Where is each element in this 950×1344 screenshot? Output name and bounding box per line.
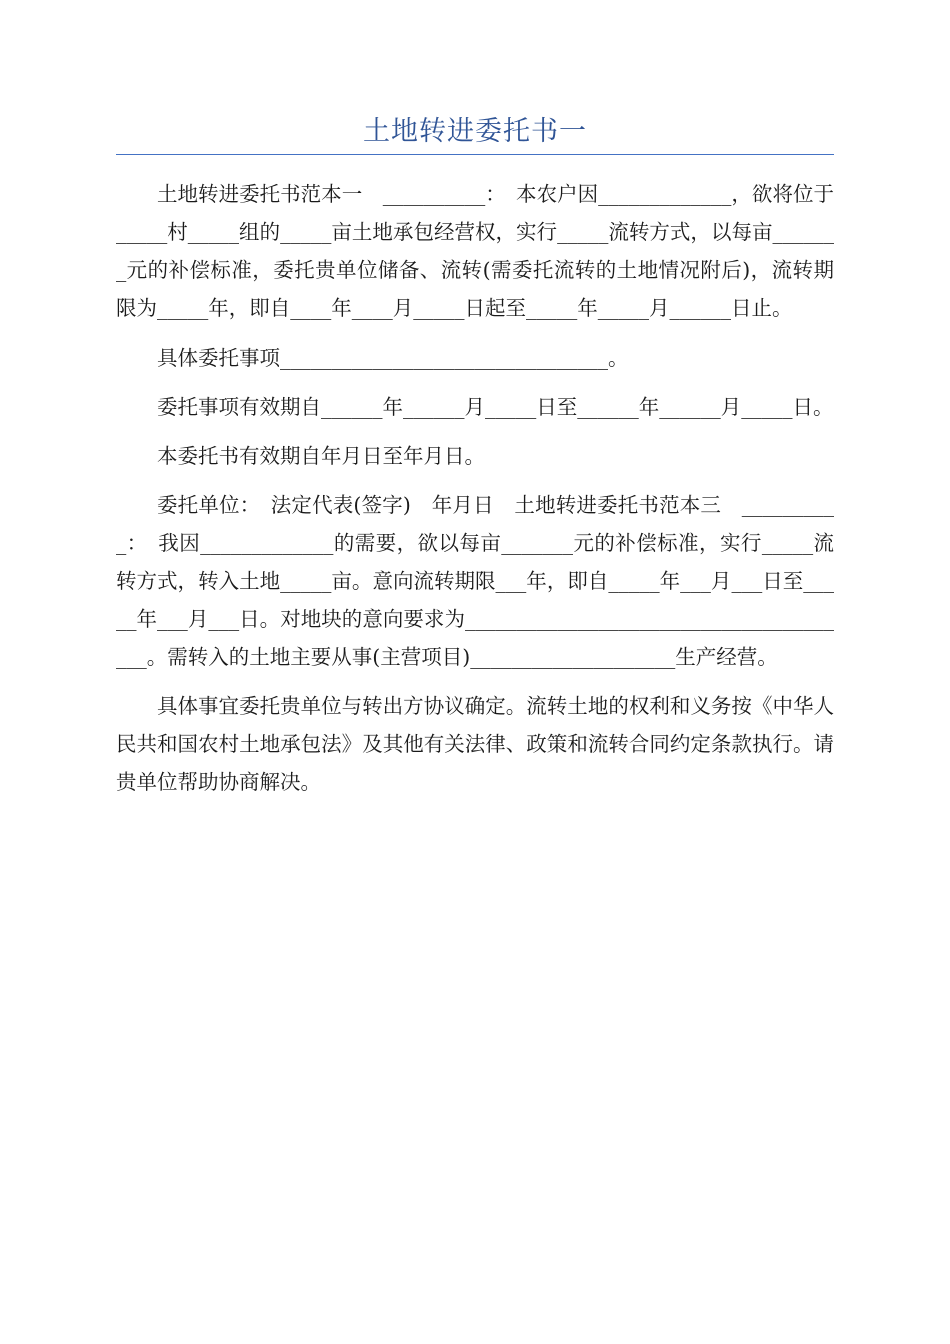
paragraph-closing: 具体事宜委托贵单位与转出方协议确定。流转土地的权利和义务按《中华人民共和国农村土地承包法》及其他有关法律、政策和流转合同约定条款执行。请贵单位帮助协商解决。 bbox=[116, 694, 834, 794]
document-page bbox=[116, 112, 834, 801]
document-title: 土地转进委托书一 bbox=[363, 116, 587, 147]
paragraph-specific-matters: 具体委托事项________________________________。 bbox=[157, 346, 629, 370]
paragraph-signature-and-template-three: 委托单位： 法定代表(签字) 年月日 土地转进委托书范本三 __________： 我因_____________的需要，欲以每亩_______元的补偿标准，实行_____流转方式，转入土地_____亩。意向流转期限___年，即自_____年___月___日至_____年___月___日。对地块的意向要求为_______________________________________。需转入的土地主要从事(主营项目)____________________生产经营。 bbox=[116, 493, 834, 669]
paragraph-letter-validity: 本委托书有效期自年月日至年月日。 bbox=[157, 444, 485, 468]
paragraph-entrust-intro: 土地转进委托书范本一 __________： 本农户因_____________，欲将位于_____村_____组的_____亩土地承包经营权，实行_____流转方式，以每亩_______元的补偿标准，委托贵单位储备、流转(需委托流转的土地情况附后)，流转期限为_____年，即自____年____月_____日起至_____年_____月______日止。 bbox=[116, 182, 834, 320]
paragraph-matter-validity: 委托事项有效期自______年______月_____日至______年______月_____日。 bbox=[157, 395, 834, 419]
title-underline bbox=[116, 154, 834, 155]
